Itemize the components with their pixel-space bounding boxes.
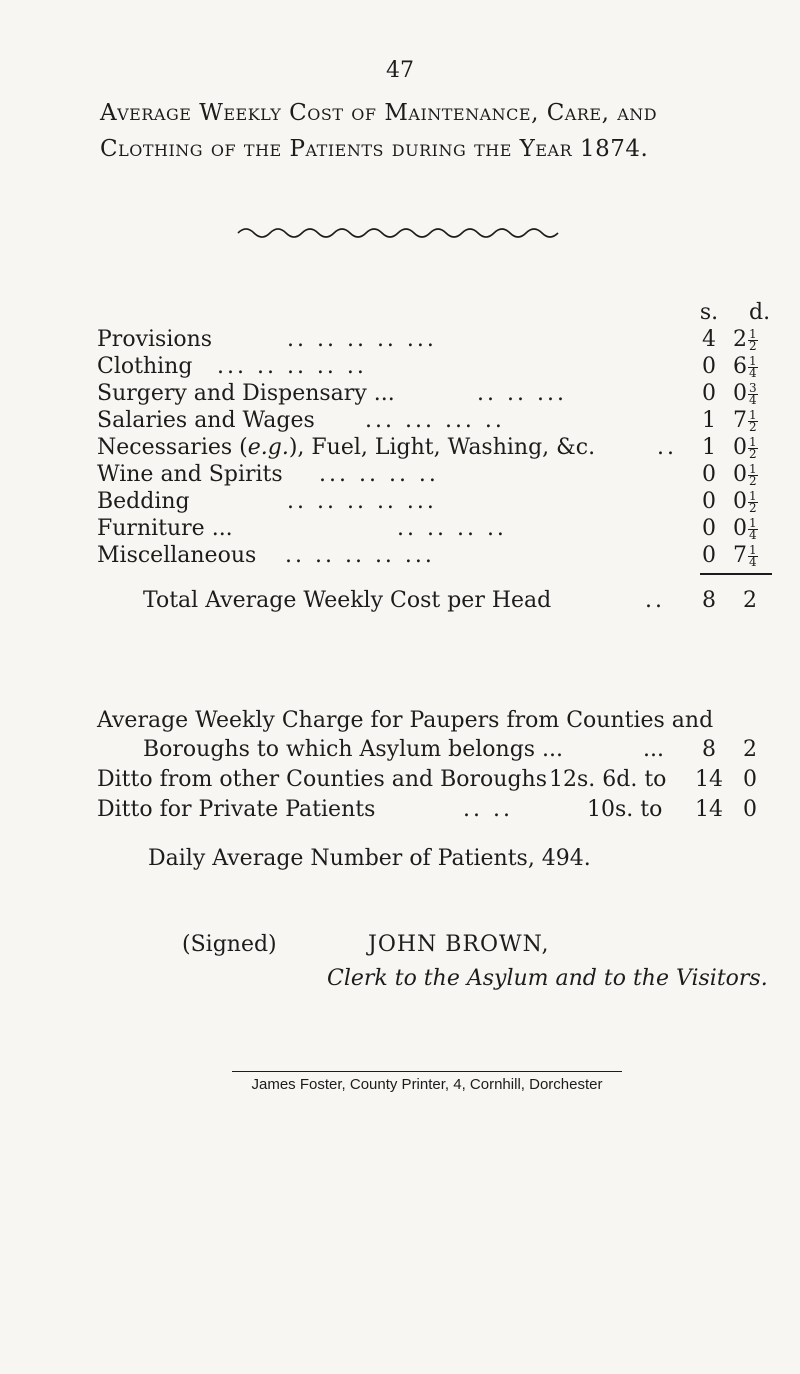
- charge-shillings: 14: [695, 797, 723, 822]
- cost-row-salaries-wages: [97, 406, 777, 436]
- charge-shillings: 14: [695, 767, 723, 792]
- shillings-header: s.: [699, 300, 719, 325]
- item-shillings: 0: [702, 354, 716, 379]
- item-label: Necessaries (e.g.), Fuel, Light, Washing, &c.: [97, 435, 596, 460]
- item-pence: 7 $\frac{1}{2}$: [733, 407, 757, 434]
- dot-leader: .. .. .. ..: [397, 516, 507, 541]
- total-row: [97, 586, 777, 616]
- item-pence: 0 $\frac{1}{4}$: [733, 515, 757, 542]
- cost-row-bedding: [97, 487, 777, 517]
- charge-range: 10s. to: [587, 797, 663, 822]
- total-label: Total Average Weekly Cost per Head: [143, 588, 552, 613]
- item-pence: 7 $\frac{1}{4}$: [733, 542, 757, 569]
- total-pence: 2: [743, 588, 757, 613]
- dot-leader: ... .. .. .. ..: [217, 354, 367, 379]
- dot-leader: ... ... ... ..: [365, 408, 505, 433]
- charge-label: Ditto from other Counties and Boroughs: [97, 767, 547, 792]
- item-shillings: 1: [702, 408, 716, 433]
- dot-leader: .. .. .. .. ...: [285, 543, 435, 568]
- signatory-name: JOHN BROWN,: [368, 932, 550, 957]
- item-pence: 6 $\frac{1}{4}$: [733, 353, 757, 380]
- sum-rule: [700, 573, 772, 575]
- charge-heading: Average Weekly Charge for Paupers from Counties and: [97, 708, 714, 733]
- signatory-title: Clerk to the Asylum and to the Visitors.: [327, 966, 768, 991]
- total-shillings: 8: [702, 588, 716, 613]
- dot-leader: ..: [645, 588, 665, 613]
- wavy-rule-ornament: [236, 224, 560, 240]
- item-label: Salaries and Wages: [97, 408, 315, 433]
- signed-label: (Signed): [182, 932, 277, 957]
- dot-leader: ... .. .. ..: [319, 462, 439, 487]
- title-line-1: Average Weekly Cost of Maintenance, Care, and: [100, 100, 658, 126]
- item-label: Clothing: [97, 354, 193, 379]
- cost-row-miscellaneous: [97, 541, 777, 571]
- charge-line-4: [97, 795, 777, 825]
- item-shillings: 0: [702, 489, 716, 514]
- item-pence: 0 $\frac{3}{4}$: [733, 380, 757, 407]
- dot-leader: .. .. .. .. ...: [287, 327, 437, 352]
- item-label: Bedding: [97, 489, 190, 514]
- cost-row-wine-spirits: [97, 460, 777, 490]
- cost-row-furniture: [97, 514, 777, 544]
- dot-leader: .. .. .. .. ...: [287, 489, 437, 514]
- charge-shillings: 8: [702, 737, 716, 762]
- pence-header: d.: [749, 300, 771, 325]
- item-shillings: 0: [702, 462, 716, 487]
- item-shillings: 0: [702, 543, 716, 568]
- item-pence: 0 $\frac{1}{2}$: [733, 434, 757, 461]
- item-pence: 0 $\frac{1}{2}$: [733, 488, 757, 515]
- page-number: 47: [386, 58, 414, 83]
- cost-row-clothing: [97, 352, 777, 382]
- item-pence: 2 $\frac{1}{2}$: [733, 326, 757, 353]
- imprint-rule: [232, 1071, 622, 1072]
- column-headers: [97, 298, 777, 328]
- item-shillings: 1: [702, 435, 716, 460]
- dot-leader: ...: [643, 737, 664, 762]
- item-shillings: 0: [702, 516, 716, 541]
- charge-line-1: [97, 706, 777, 736]
- charge-range: 12s. 6d. to: [549, 767, 667, 792]
- daily-average-patients: Daily Average Number of Patients, 494.: [148, 846, 591, 871]
- item-label: Furniture ...: [97, 516, 233, 541]
- item-shillings: 4: [702, 327, 716, 352]
- charge-pence: 0: [743, 797, 757, 822]
- dot-leader: .. ..: [463, 797, 513, 822]
- item-label: Wine and Spirits: [97, 462, 283, 487]
- dot-leader: ..: [657, 435, 677, 460]
- charge-label: Boroughs to which Asylum belongs ...: [143, 737, 564, 762]
- title-line-2: Clothing of the Patients during the Year 1874.: [100, 136, 649, 162]
- charge-label: Ditto for Private Patients: [97, 797, 376, 822]
- item-label: Miscellaneous: [97, 543, 257, 568]
- item-pence: 0 $\frac{1}{2}$: [733, 461, 757, 488]
- item-label: Provisions: [97, 327, 213, 352]
- item-shillings: 0: [702, 381, 716, 406]
- cost-row-provisions: [97, 325, 777, 355]
- charge-line-3: [97, 765, 777, 795]
- charge-pence: 0: [743, 767, 757, 792]
- item-label: Surgery and Dispensary ...: [97, 381, 395, 406]
- charge-pence: 2: [743, 737, 757, 762]
- charge-line-2: [97, 735, 777, 765]
- printer-imprint: James Foster, County Printer, 4, Cornhill, Dorchester: [251, 1076, 603, 1093]
- cost-row-necessaries: [97, 433, 777, 463]
- cost-row-surgery-dispensary: [97, 379, 777, 409]
- dot-leader: .. .. ...: [477, 381, 567, 406]
